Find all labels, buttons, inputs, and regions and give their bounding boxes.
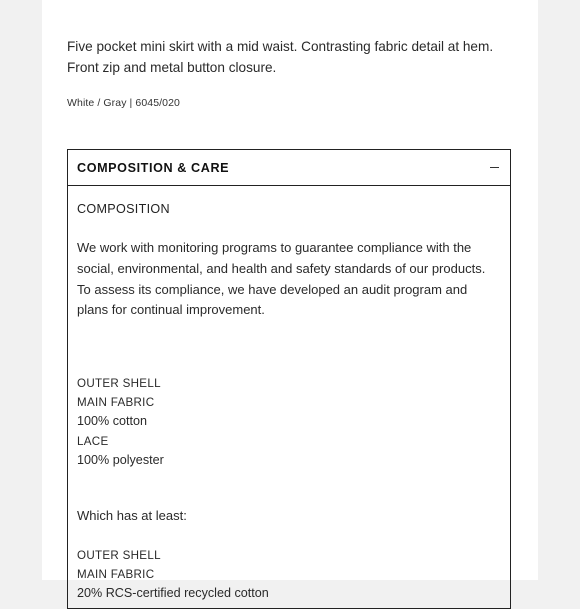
material-item: MAIN FABRIC [77, 396, 155, 410]
minus-icon[interactable] [490, 163, 500, 173]
product-details-page [42, 0, 538, 601]
paragraph-line: We work with monitoring programs to guarantee compliance with the [77, 240, 472, 255]
materials-list [77, 374, 164, 470]
at-least-label: Which has at least: [77, 508, 187, 523]
accordion-header[interactable] [68, 150, 510, 186]
compliance-paragraph [77, 238, 507, 321]
paragraph-line: social, environmental, and health and safety standards of our products. [77, 260, 486, 276]
material-item: OUTER SHELL [77, 377, 161, 390]
certified-item: 20% RCS-certified recycled cotton [77, 586, 269, 601]
composition-care-accordion [67, 149, 511, 609]
certified-list [77, 546, 269, 604]
material-item: LACE [77, 434, 109, 448]
description-line: Front zip and metal button closure. [67, 60, 277, 75]
material-item: 100% cotton [77, 414, 148, 429]
material-item: 100% polyester [77, 452, 164, 467]
certified-item: OUTER SHELL [77, 549, 161, 562]
description-line: Five pocket mini skirt with a mid waist. Contrasting fabric detail at hem. [67, 39, 494, 54]
paragraph-line: plans for continual improvement. [77, 302, 265, 318]
product-description [67, 36, 527, 78]
accordion-title: COMPOSITION & CARE [77, 160, 230, 175]
color-reference: White / Gray | 6045/020 [67, 97, 181, 109]
paragraph-line: To assess its compliance, we have developed an audit program and [77, 281, 468, 297]
composition-heading: COMPOSITION [77, 202, 170, 216]
certified-item: MAIN FABRIC [77, 568, 155, 582]
